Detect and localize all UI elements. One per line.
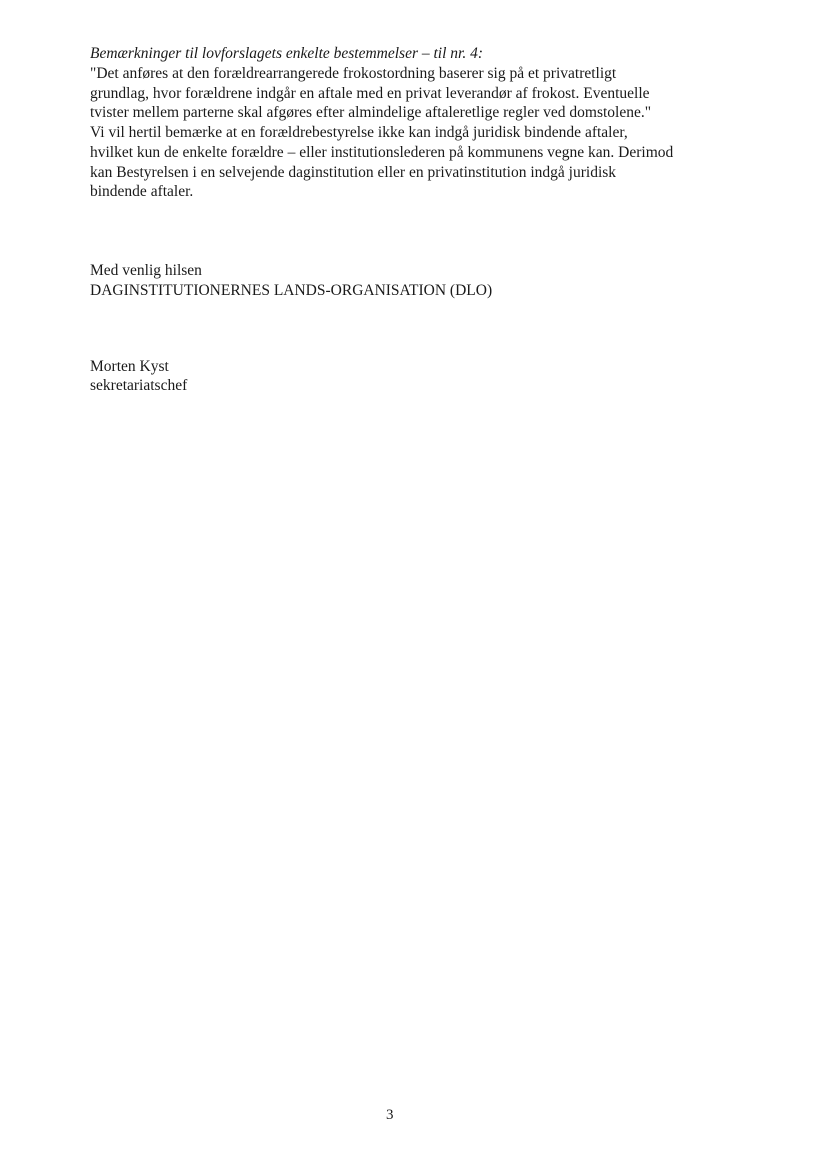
closing-greeting: Med venlig hilsen — [90, 262, 202, 279]
quote-line-2: grundlag, hvor forældrene indgår en aftale med en privat leverandør af frokost. Eventuelle — [90, 85, 650, 102]
organization-name: DAGINSTITUTIONERNES LANDS-ORGANISATION (DLO) — [90, 282, 493, 299]
comment-line-2: hvilket kun de enkelte forældre – eller institutionslederen på kommunens vegne kan. Derimod — [90, 144, 674, 161]
quote-line-1: "Det anføres at den forældrearrangerede frokostordning baserer sig på et privatretligt — [90, 65, 617, 82]
comment-line-3: kan Bestyrelsen i en selvejende daginstitution eller en privatinstitution indgå juridisk — [90, 164, 617, 181]
comment-line-1: Vi vil hertil bemærke at en forældrebestyrelse ikke kan indgå juridisk bindende aftaler, — [90, 124, 628, 141]
page-number: 3 — [386, 1107, 394, 1123]
quote-line-3: tvister mellem parterne skal afgøres efter almindelige aftaleretlige regler ved domstolene." — [90, 104, 652, 121]
section-heading: Bemærkninger til lovforslagets enkelte bestemmelser – til nr. 4: — [90, 45, 484, 62]
signer-title: sekretariatschef — [90, 377, 188, 394]
signer-name: Morten Kyst — [90, 358, 169, 375]
comment-line-4: bindende aftaler. — [90, 183, 194, 200]
